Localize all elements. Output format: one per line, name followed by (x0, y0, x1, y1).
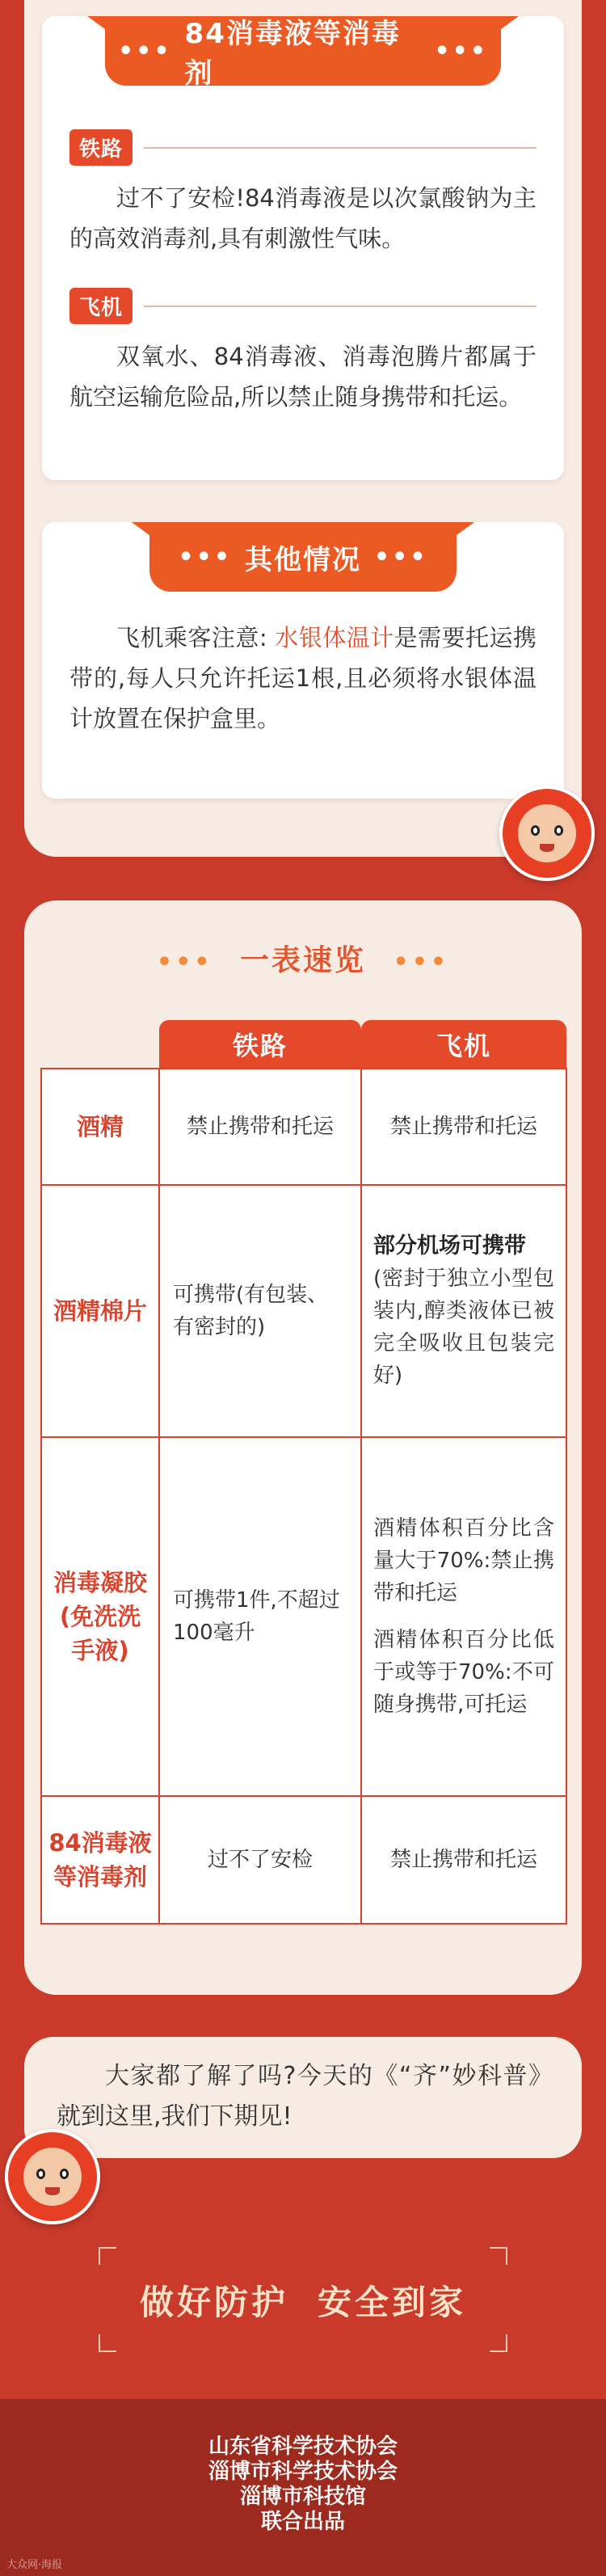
rail-tag: 铁路 (69, 129, 133, 166)
rail-cell: 可携带1件,不超过100毫升 (159, 1437, 361, 1796)
mascot-right-icon (499, 786, 595, 881)
plane-cell: 禁止携带和托运 (361, 1796, 566, 1924)
closing-bubble (24, 2037, 582, 2158)
cell-gap (373, 1609, 554, 1624)
mascot-eye (36, 2169, 46, 2179)
footer-produced: 联合出品 (260, 2510, 345, 2534)
thermometer-highlight: 水银体温计 (275, 624, 394, 651)
table-row (41, 1796, 566, 1924)
mascot-eye (60, 2169, 69, 2179)
closing-text: 大家都了解了吗?今天的《“齐”妙科普》就到这里,我们下期见! (57, 2062, 553, 2131)
footer-credits (0, 2435, 606, 2535)
row-item: 84消毒液等消毒剂 (41, 1796, 159, 1924)
heading-dots-right: ••• (393, 948, 450, 976)
plane-description: 双氧水、84消毒液、消毒泡腾片都属于航空运输危险品,所以禁止随身携带和托运。 (69, 343, 537, 411)
row-item: 酒精 (41, 1069, 159, 1185)
rail-description: 过不了安检!84消毒液是以次氯酸钠为主的高效消毒剂,具有刺激性气味。 (69, 184, 537, 252)
plane-tag-row (69, 288, 537, 324)
top-panel (24, 0, 582, 857)
watermark: 大众网·海报 (6, 2559, 63, 2571)
mascot-left-icon (5, 2129, 100, 2224)
plane-cell (361, 1437, 566, 1796)
table-row (41, 1437, 566, 1796)
table-corner (41, 1020, 159, 1069)
banner-dots-right: ••• (374, 542, 428, 571)
plane-tag-divider (144, 306, 537, 307)
plane-tag: 飞机 (69, 288, 133, 324)
mascot-face (518, 804, 577, 863)
slogan-left: 做好防护 (139, 2283, 288, 2322)
quick-view-title: 一表速览 (239, 944, 366, 977)
rail-cell: 过不了安检 (159, 1796, 361, 1924)
header-plane: 飞机 (361, 1020, 566, 1069)
mascot-mouth (45, 2187, 59, 2195)
table-row (41, 1069, 566, 1185)
comparison-table (40, 1020, 567, 1925)
disinfectant-title: 84消毒液等消毒剂 (184, 18, 401, 90)
rail-cell: 禁止携带和托运 (159, 1069, 361, 1185)
footer (0, 2399, 606, 2576)
footer-org-city: 淄博市科学技术协会 (208, 2460, 398, 2484)
plane-cell-high: 酒精体积百分比含量大于70%:禁止携带和托运 (373, 1516, 554, 1605)
footer-org-museum: 淄博市科技馆 (239, 2485, 366, 2509)
other-text-before: 飞机乘客注意: (116, 624, 276, 651)
other-banner (149, 522, 457, 592)
other-card (42, 522, 564, 799)
mascot-face (23, 2148, 82, 2207)
banner-dots-left: ••• (118, 36, 172, 65)
quick-view-panel (24, 900, 582, 1995)
slogan-frame (99, 2247, 507, 2352)
disinfectant-banner (105, 16, 501, 90)
rail-cell: 可携带(有包装、有密封的) (159, 1185, 361, 1437)
plane-cell-note: (密封于独立小型包装内,醇类液体已被完全吸收且包装完好) (373, 1267, 554, 1388)
quick-view-heading (24, 938, 582, 979)
other-description (69, 618, 537, 739)
slogan (99, 2276, 507, 2325)
row-item: 酒精棉片 (41, 1185, 159, 1437)
mascot-eye (554, 825, 564, 836)
other-text-after: 是需要托运携带的,每人只允许托运1根,且必须将水银体温计放置在保护盒里。 (69, 624, 537, 732)
frame-corner (490, 2247, 507, 2265)
row-item: 消毒凝胶(免洗洗手液) (41, 1437, 159, 1796)
heading-dots-left: ••• (156, 948, 213, 976)
disinfectant-card (42, 16, 564, 480)
rail-tag-divider (144, 147, 537, 149)
plane-cell: 禁止携带和托运 (361, 1069, 566, 1185)
frame-corner (99, 2334, 116, 2352)
slogan-right: 安全到家 (318, 2283, 467, 2322)
table-row (41, 1185, 566, 1437)
other-title: 其他情况 (245, 543, 361, 576)
plane-cell-low: 酒精体积百分比低于或等于70%:不可随身携带,可托运 (373, 1628, 554, 1717)
table-header-row (41, 1020, 566, 1069)
footer-org-provincial: 山东省科学技术协会 (208, 2435, 398, 2459)
rail-tag-row (69, 129, 537, 166)
plane-cell-bold: 部分机场可携带 (373, 1233, 526, 1258)
banner-dots-left: ••• (178, 542, 232, 571)
frame-corner (99, 2247, 116, 2265)
plane-cell (361, 1185, 566, 1437)
frame-corner (490, 2334, 507, 2352)
mascot-eye (531, 825, 541, 836)
banner-dots-right: ••• (434, 36, 488, 65)
header-rail: 铁路 (159, 1020, 361, 1069)
mascot-mouth (540, 844, 553, 852)
